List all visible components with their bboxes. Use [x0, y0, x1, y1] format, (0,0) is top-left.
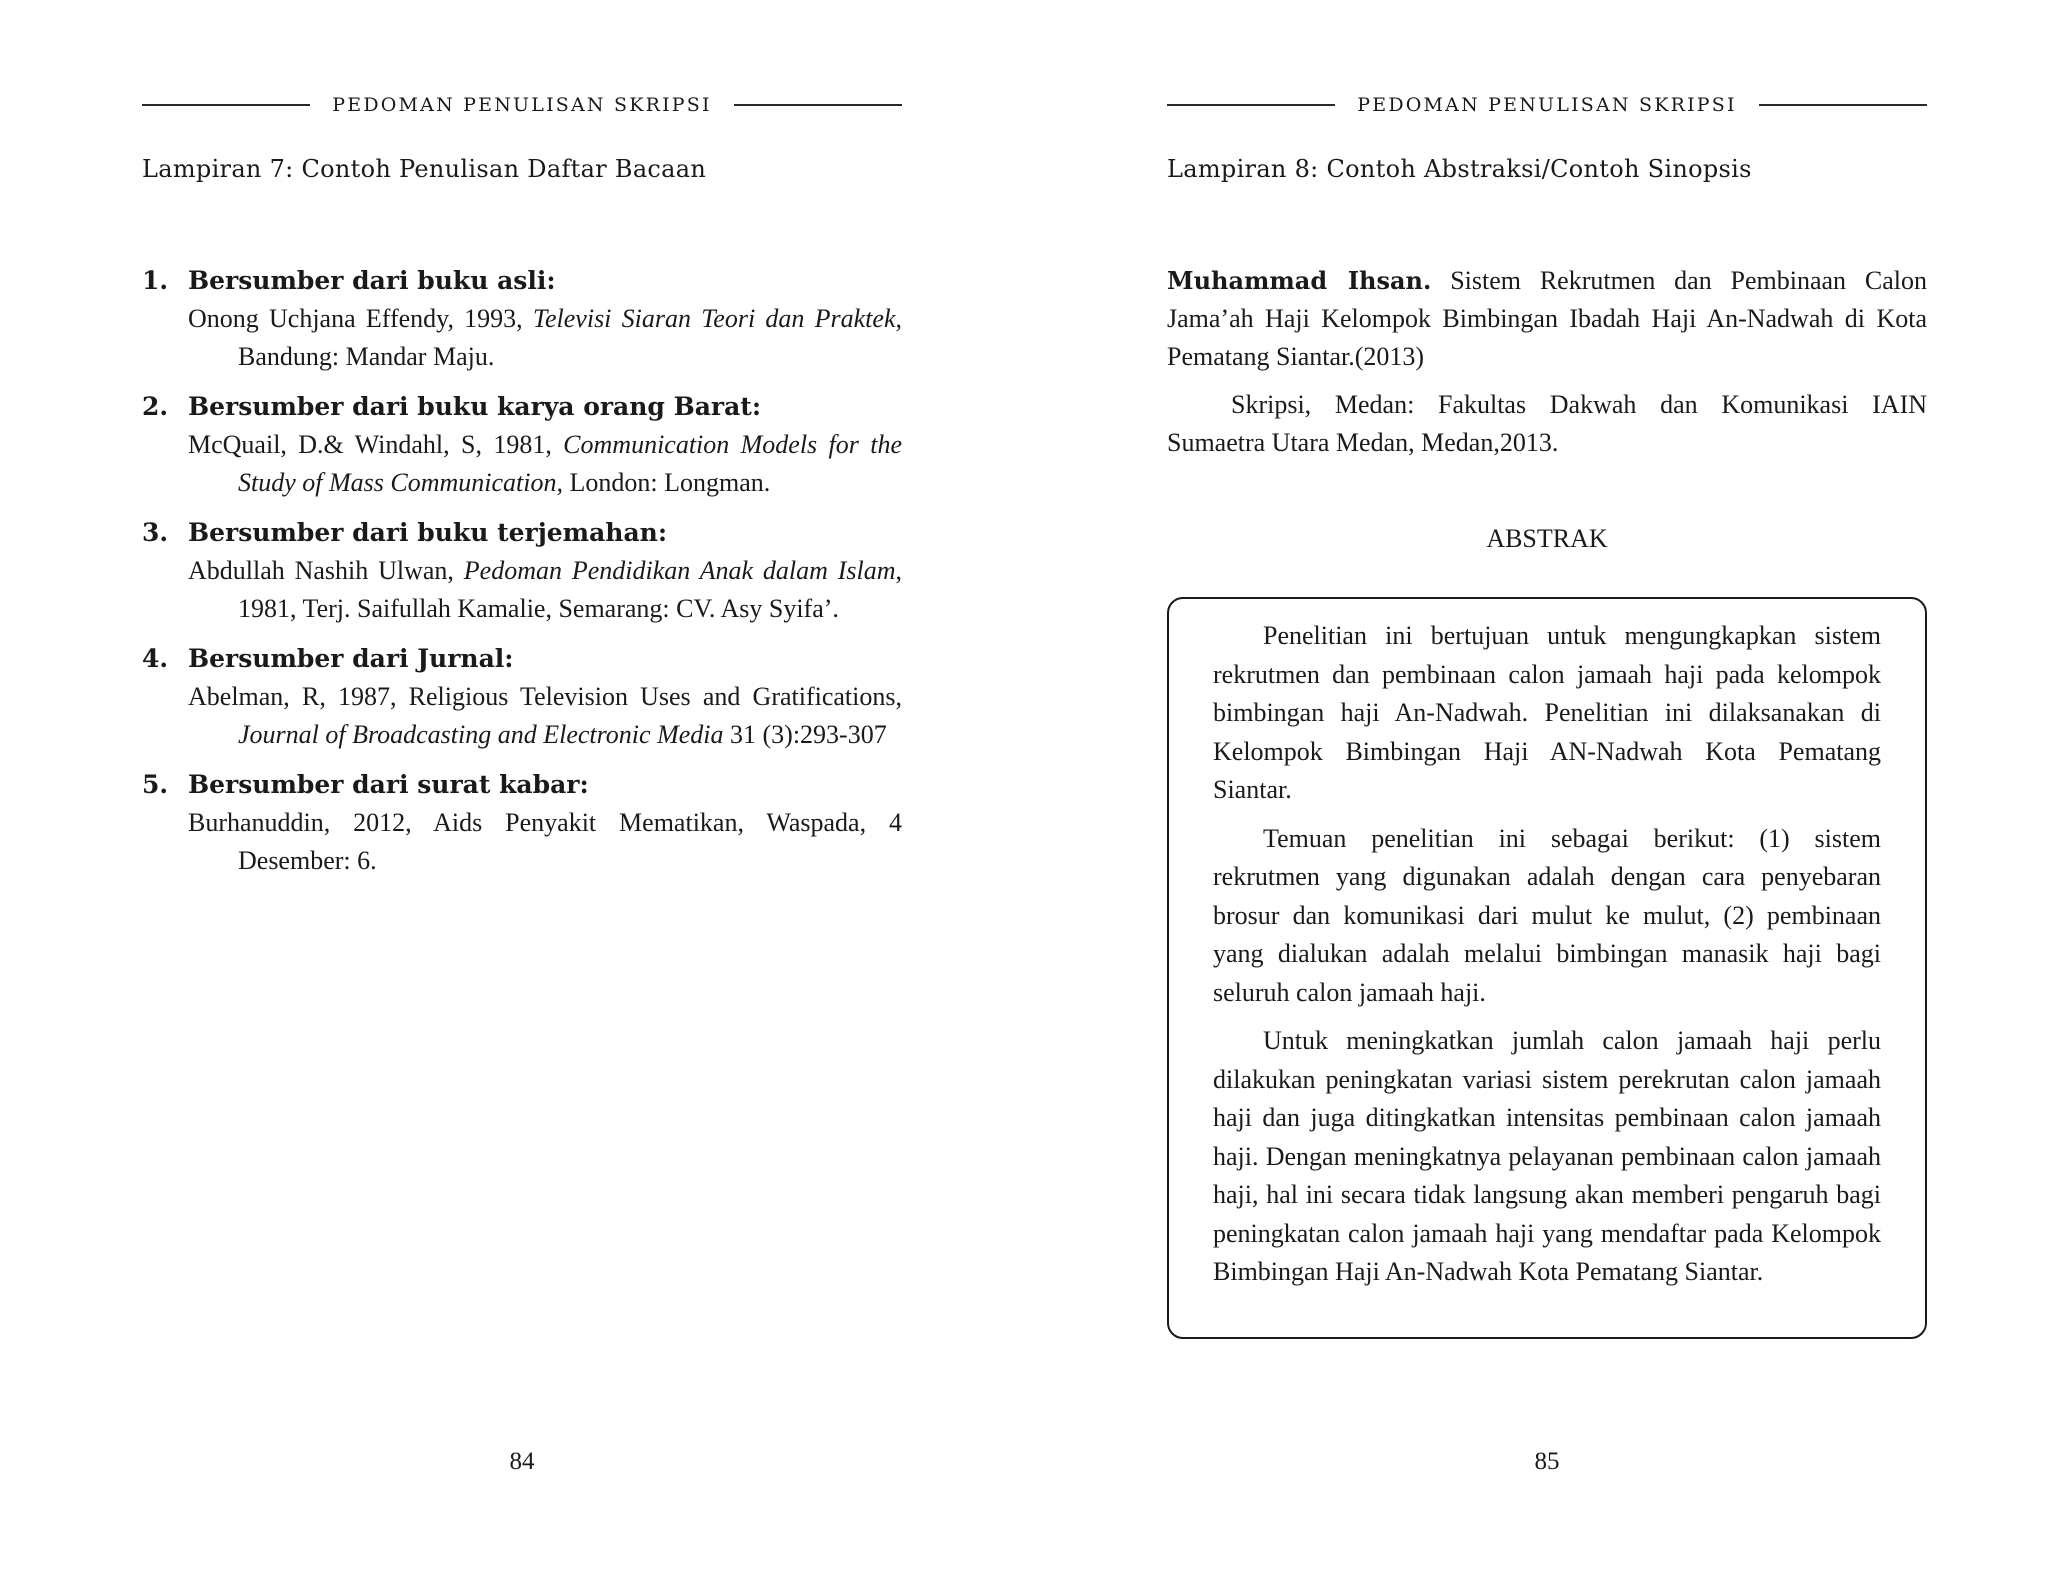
citation-text: Sistem Rekrutmen dan Pembinaan Calon Jama’ah Haji Kelompok Bimbingan Ibadah Haji An-Nadwah di Kota Pematang Siantar.(2013) — [1167, 266, 1927, 371]
reference-text-after: London: Longman. — [563, 468, 771, 497]
reference-category: Bersumber dari buku terjemahan: — [188, 518, 668, 547]
reference-heading — [142, 388, 902, 426]
appendix-title: Lampiran 8: Contoh Abstraksi/Contoh Sinopsis — [1167, 155, 1752, 183]
reference-entry — [188, 300, 902, 376]
reference-heading — [142, 640, 902, 678]
reference-heading — [142, 514, 902, 552]
appendix-title: Lampiran 7: Contoh Penulisan Daftar Bacaan — [142, 155, 707, 183]
reference-text-after: , Bandung: Mandar Maju. — [238, 304, 902, 371]
reference-text: Abdullah Nashih Ulwan, — [188, 556, 464, 585]
reference-heading — [142, 766, 902, 804]
header-rule-right — [734, 104, 902, 106]
reference-entry — [188, 552, 902, 628]
reference-text: Onong Uchjana Effendy, 1993, — [188, 304, 533, 333]
abstract-paragraph: Untuk meningkatkan jumlah calon jamaah haji perlu dilakukan peningkatan variasi sistem perekrutan calon jamaah haji dan juga ditingkatkan intensitas pembinaan calon jamaah haji. Dengan meningkatnya pelayanan pembinaan calon jamaah haji, hal ini secara tidak langsung akan memberi pengaruh bagi peningkatan calon jamaah haji yang mendaftar pada Kelompok Bimbingan Haji An-Nadwah Kota Pematang Siantar. — [1213, 1026, 1881, 1286]
running-header — [1167, 92, 1927, 118]
running-header-text: PEDOMAN PENULISAN SKRIPSI — [1357, 94, 1737, 116]
abstract-paragraph: Temuan penelitian ini sebagai berikut: (1) sistem rekrutmen yang digunakan adalah dengan cara penyebaran brosur dan komunikasi dari mulut ke mulut, (2) pembinaan yang dialukan adalah melalui bimbingan manasik haji bagi seluruh calon jamaah haji. — [1213, 823, 1881, 1007]
reference-text: McQuail, D.& Windahl, S, 1981, — [188, 430, 564, 459]
reference-heading — [142, 262, 902, 300]
page-number: 84 — [509, 1448, 535, 1475]
abstract-heading: ABSTRAK — [1486, 524, 1608, 553]
header-rule-left — [142, 104, 310, 106]
left-page — [142, 0, 902, 1575]
reference-title: Televisi Siaran Teori dan Praktek — [532, 304, 896, 333]
reference-number: 1. — [142, 266, 169, 295]
abstract-citation — [1167, 262, 1927, 376]
reference-category: Bersumber dari buku asli: — [188, 266, 556, 295]
reference-list — [142, 262, 902, 892]
reference-category: Bersumber dari Jurnal: — [188, 644, 514, 673]
reference-title: Communication Models for the Study of Mass Communication, — [238, 430, 902, 497]
reference-item — [142, 514, 902, 628]
citation-author: Muhammad Ihsan. — [1167, 266, 1432, 295]
reference-entry — [188, 804, 902, 880]
reference-entry — [188, 426, 902, 502]
reference-text-after: , 1981, Terj. Saifullah Kamalie, Semarang: CV. Asy Syifa’. — [238, 556, 902, 623]
header-rule-left — [1167, 104, 1335, 106]
reference-item — [142, 388, 902, 502]
reference-number: 3. — [142, 518, 169, 547]
running-header-text: PEDOMAN PENULISAN SKRIPSI — [332, 94, 712, 116]
reference-title: Journal of Broadcasting and Electronic Media — [238, 720, 724, 749]
reference-category: Bersumber dari buku karya orang Barat: — [188, 392, 762, 421]
reference-title: Pedoman Pendidikan Anak dalam Islam — [463, 556, 896, 585]
reference-item — [142, 262, 902, 376]
right-page — [1167, 0, 1927, 1575]
citation-note: Skripsi, Medan: Fakultas Dakwah dan Komunikasi IAIN Sumaetra Utara Medan, Medan,2013. — [1167, 390, 1927, 457]
reference-number: 2. — [142, 392, 169, 421]
header-rule-right — [1759, 104, 1927, 106]
reference-text-after: 31 (3):293-307 — [723, 720, 887, 749]
reference-number: 5. — [142, 770, 169, 799]
reference-text: Burhanuddin, 2012, Aids Penyakit Mematikan, Waspada, 4 Desember: 6. — [188, 808, 902, 875]
page-number: 85 — [1534, 1448, 1560, 1475]
reference-number: 4. — [142, 644, 169, 673]
reference-category: Bersumber dari surat kabar: — [188, 770, 589, 799]
running-header — [142, 92, 902, 118]
abstract-box — [1167, 597, 1927, 1339]
reference-item — [142, 640, 902, 754]
reference-entry — [188, 678, 902, 754]
abstract-paragraph: Penelitian ini bertujuan untuk mengungkapkan sistem rekrutmen dan pembinaan calon jamaah haji pada kelompok bimbingan haji An-Nadwah. Penelitian ini dilaksanakan di Kelompok Bimbingan Haji AN-Nadwah Kota Pematang Siantar. — [1213, 621, 1881, 804]
reference-item — [142, 766, 902, 880]
reference-text: Abelman, R, 1987, Religious Television Uses and Gratifications, — [188, 682, 902, 711]
